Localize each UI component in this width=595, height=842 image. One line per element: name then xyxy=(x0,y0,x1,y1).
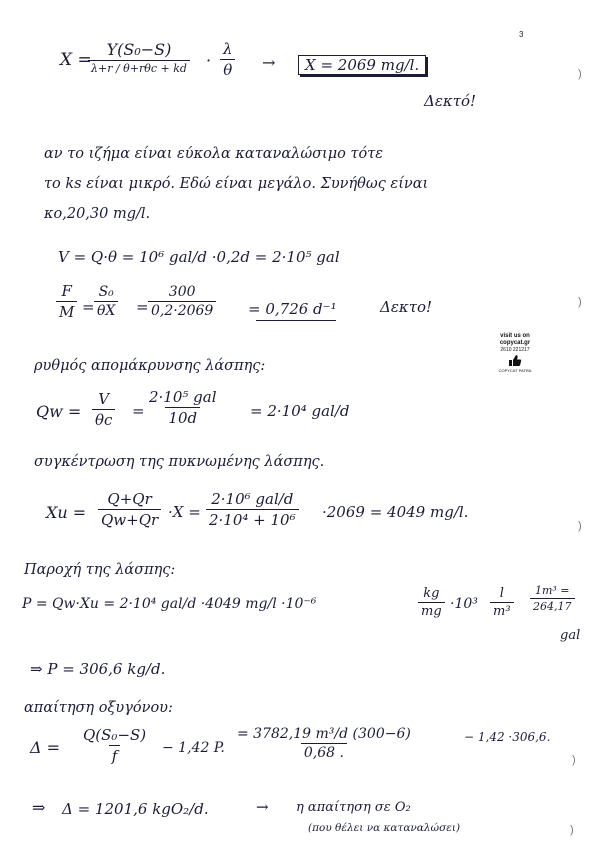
margin-mark-4: ) xyxy=(572,754,576,766)
eq3-denominator-values: 0,2·2069 xyxy=(148,301,216,319)
eq3-f: F xyxy=(61,282,72,300)
eq2-volume: V = Q·θ = 10⁶ gal/d ·0,2d = 2·10⁵ gal xyxy=(58,248,340,266)
eq1-result-box: X = 2069 mg/l. xyxy=(298,55,426,75)
eq3-accepted: Δεκτο! xyxy=(380,298,433,316)
eq1-accepted: Δεκτό! xyxy=(424,92,477,110)
eq8-value-denominator: 0,68 . xyxy=(301,743,347,761)
eq6-fraction-kg xyxy=(418,586,445,619)
eq9-arrow-2: → xyxy=(256,798,269,816)
heading-sludge-rate: ρυθμός απομάκρυνσης λάσπης: xyxy=(34,358,266,374)
eq1-fraction-main xyxy=(88,40,190,75)
eq5-fraction-values xyxy=(206,490,299,529)
eq5-numerator: Q+Qr xyxy=(107,490,152,508)
eq7-sludge-result: ⇒ P = 306,6 kg/d. xyxy=(30,660,166,678)
eq9-note-line2: (που θέλει να καταναλώσει) xyxy=(308,822,461,834)
eq6-l: l xyxy=(499,586,504,601)
eq6-mg: mg xyxy=(418,602,445,619)
eq1-theta: θ xyxy=(220,59,235,79)
text1-line3: κο,20,30 mg/l. xyxy=(44,206,151,222)
eq6-264: 264,17 xyxy=(530,598,575,613)
eq4-fraction-values xyxy=(146,388,220,427)
eq5-lhs: Xu = xyxy=(46,503,87,522)
eq9-result: Δ = 1201,6 kgO₂/d. xyxy=(62,800,209,818)
eq5-value-denominator: 2·10⁴ + 10⁶ xyxy=(206,509,299,529)
eq1-denominator: λ+r / θ+rθc + kd xyxy=(88,60,190,75)
eq3-equals: = xyxy=(82,298,95,316)
stamp-line-4: COPYCAT PATRA xyxy=(498,368,532,373)
stamp-line-3: 2610 221217 xyxy=(500,347,530,353)
heading-sludge-flow: Παροχή της λάσπης: xyxy=(24,562,176,578)
page-number: 3 xyxy=(519,30,524,39)
eq8-mid: − 1,42 P. xyxy=(162,740,225,756)
eq1-lhs: X = xyxy=(60,50,92,70)
eq3-fraction-fm xyxy=(56,282,77,321)
eq4-days: 10d xyxy=(165,407,200,427)
eq1-arrow: → xyxy=(262,53,276,72)
eq3-theta-x: θX xyxy=(94,301,118,319)
margin-mark-1: ) xyxy=(578,68,582,80)
stamp-line-2: copycat.gr xyxy=(499,340,531,346)
eq4-lhs: Qᴡ = xyxy=(36,402,82,421)
eq1-numerator: Y(S₀−S) xyxy=(106,40,172,59)
eq3-fraction-values xyxy=(148,284,216,319)
heading-oxygen: απαίτηση οξυγόνου: xyxy=(24,700,173,716)
eq8-denominator: f xyxy=(109,745,121,765)
text1-line1: αν το ιζήμα είναι εύκολα καταναλώσιμο τότε xyxy=(44,146,384,162)
eq3-result-underline xyxy=(256,320,336,321)
eq8-fraction-values xyxy=(234,726,414,761)
eq3-result: = 0,726 d⁻¹ xyxy=(248,300,337,318)
eq4-volume: 2·10⁵ gal xyxy=(149,388,217,406)
eq3-fraction-s0 xyxy=(94,284,118,319)
margin-mark-3: ) xyxy=(578,520,582,532)
stamp-line-1: visit us on xyxy=(500,333,530,339)
eq6-unit: gal xyxy=(560,628,581,643)
eq3-s0: S₀ xyxy=(98,284,114,300)
margin-mark-5: ) xyxy=(570,824,574,836)
eq6-kg: kg xyxy=(423,586,440,601)
eq5-fraction-flows xyxy=(98,490,161,529)
eq4-equals: = xyxy=(132,402,145,420)
eq6-fraction-l xyxy=(490,586,514,619)
eq6-fraction-conversion xyxy=(530,584,575,613)
eq3-300: 300 xyxy=(168,284,196,300)
eq6-lhs: P = Qw·Xu = 2·10⁴ gal/d ·4049 mg/l ·10⁻⁶ xyxy=(22,596,317,612)
eq8-fraction-main xyxy=(80,726,149,765)
eq6-1m3: 1m³ = xyxy=(534,584,570,597)
eq9-arrow: ⇒ xyxy=(32,798,46,817)
eq6-m3: m³ xyxy=(490,602,514,619)
eq4-v: V xyxy=(98,390,110,408)
eq8-numerator: Q(S₀−S) xyxy=(83,726,147,744)
eq6-mid: ·10³ xyxy=(450,596,478,612)
text1-line2: το ks είναι μικρό. Εδώ είναι μεγάλο. Συνήθως είναι xyxy=(44,176,429,192)
eq5-result: ·2069 = 4049 mg/l. xyxy=(322,503,469,521)
eq8-value-numerator: = 3782,19 m³/d (300−6) xyxy=(237,726,411,742)
eq4-theta-c: θc xyxy=(92,409,115,429)
eq3-equals-2: = xyxy=(136,298,149,316)
thumbs-up-icon xyxy=(508,354,522,367)
eq8-lhs: Δ = xyxy=(30,738,61,757)
copycat-stamp xyxy=(486,333,544,373)
eq5-value-numerator: 2·10⁶ gal/d xyxy=(211,490,294,508)
eq4-fraction-v xyxy=(92,390,115,429)
eq1-fraction-lambda xyxy=(220,40,236,79)
eq1-lambda: λ xyxy=(223,40,233,58)
eq8-tail: − 1,42 ·306,6. xyxy=(464,730,551,744)
heading-concentration: συγκέντρωση της πυκνωμένης λάσπης. xyxy=(34,454,325,470)
eq9-note-line1: η απαίτηση σε O₂ xyxy=(296,800,411,815)
eq5-mid: ·X = xyxy=(168,503,201,521)
eq4-result: = 2·10⁴ gal/d xyxy=(250,402,350,420)
margin-mark-2: ) xyxy=(578,296,582,308)
eq1-dot: · xyxy=(206,51,212,70)
eq3-m: M xyxy=(56,301,77,321)
eq5-denominator: Qw+Qr xyxy=(98,509,161,529)
